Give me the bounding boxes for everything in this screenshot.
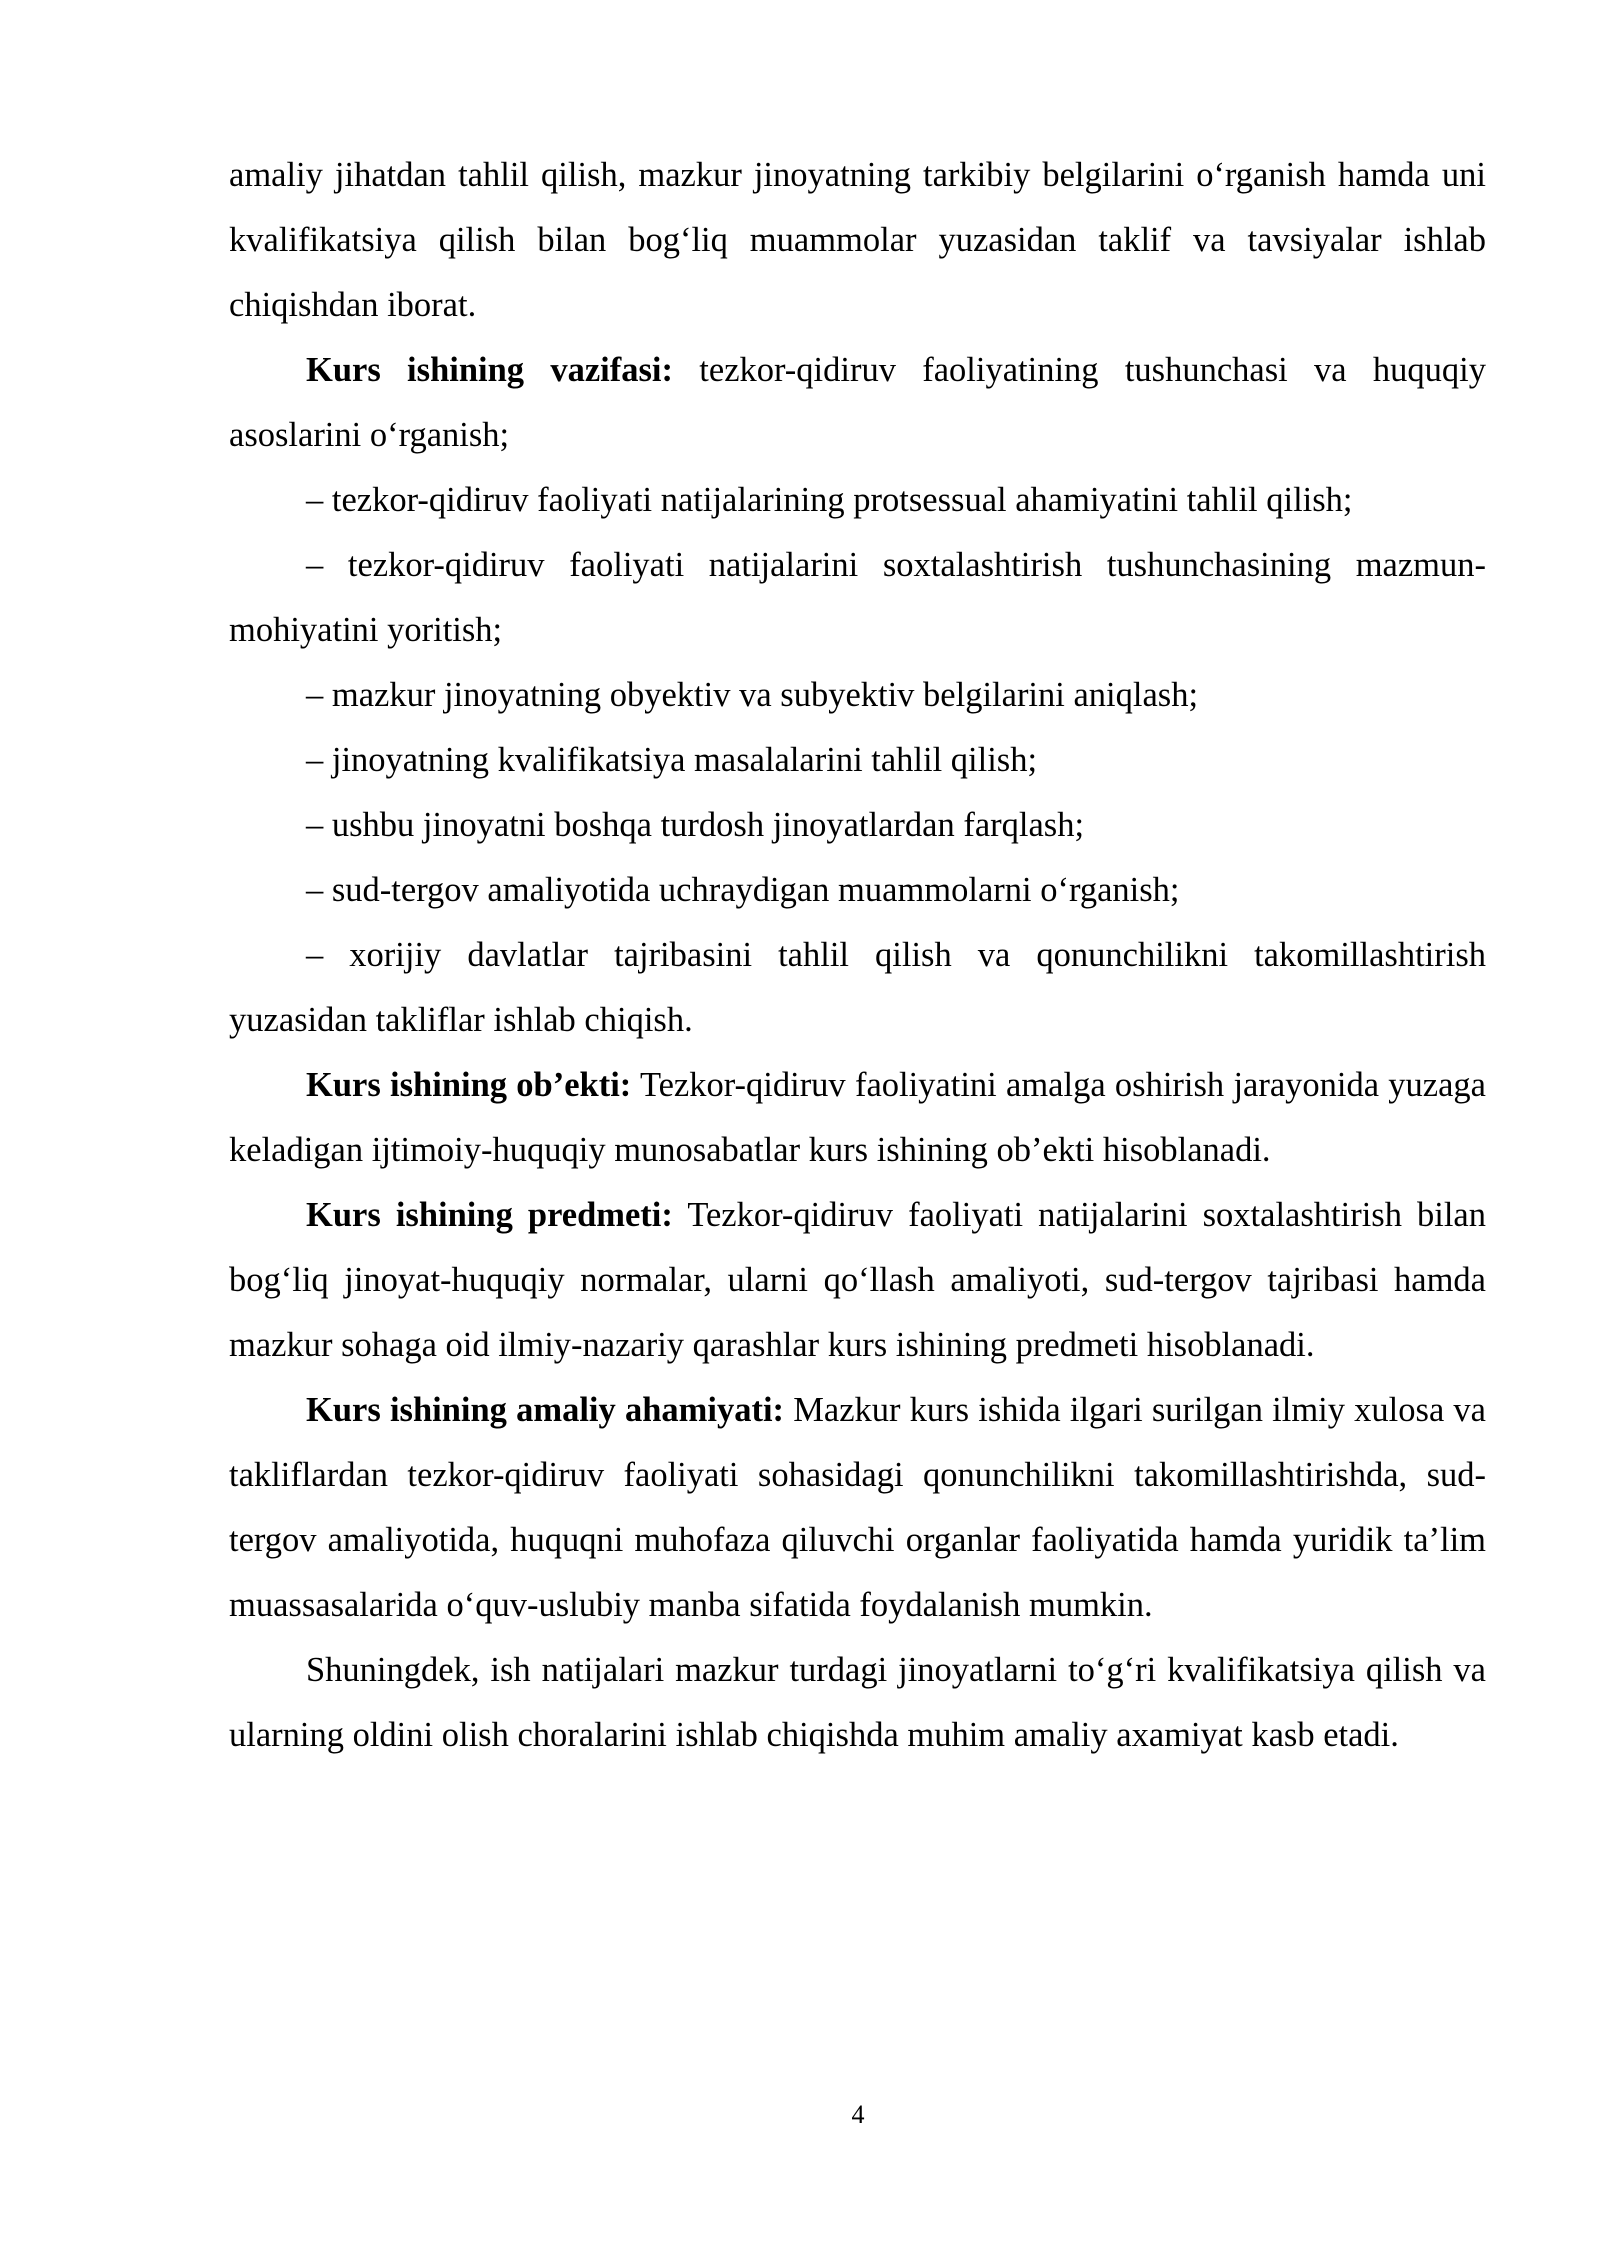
list-item-task-4: – jinoyatning kvalifikatsiya masalalarini tahlil qilish; (306, 741, 1038, 779)
list-item-task-2: – tezkor-qidiruv faoliyati natijalarini soxtalashtirish tushunchasining mazmun-mohiyatini yoritish; (229, 546, 1486, 649)
text-obekti: Tezkor-qidiruv faoliyatini amalga oshirish jarayonida yuzaga keladigan ijtimoiy-huquqiy munosabatlar kurs ishining ob’ekti hisoblanadi. (229, 1066, 1486, 1169)
list-item-task-3: – mazkur jinoyatning obyektiv va subyektiv belgilarini aniqlash; (306, 676, 1199, 714)
list-item-task-7: – xorijiy davlatlar tajribasini tahlil qilish va qonunchilikni takomillashtirish yuzasidan takliflar ishlab chiqish. (229, 936, 1486, 1039)
paragraph-shuningdek: Shuningdek, ish natijalari mazkur turdagi jinoyatlarni to‘g‘ri kvalifikatsiya qilish va ularning oldini olish choralarini ishlab chiqishda muhim amaliy axamiyat kasb etadi. (229, 1651, 1486, 1754)
label-ahamiyati: Kurs ishining amaliy ahamiyati: (306, 1391, 785, 1429)
text-predmeti: Tezkor-qidiruv faoliyati natijalarini soxtalashtirish bilan bog‘liq jinoyat-huquqiy normalar, ularni qo‘llash amaliyoti, sud-tergov tajribasi hamda mazkur sohaga oid ilmiy-nazariy qarashlar kurs ishining predmeti hisoblanadi. (229, 1196, 1486, 1364)
label-obekti: Kurs ishining ob’ekti: (306, 1066, 632, 1104)
list-item-task-6: – sud-tergov amaliyotida uchraydigan muammolarni o‘rganish; (306, 871, 1180, 909)
list-item-task-1: – tezkor-qidiruv faoliyati natijalarining protsessual ahamiyatini tahlil qilish; (306, 481, 1353, 519)
label-predmeti: Kurs ishining predmeti: (306, 1196, 673, 1234)
page-number: 4 (851, 2100, 865, 2129)
paragraph-predmeti (229, 1183, 1486, 1378)
document-body (229, 143, 1486, 1768)
text-ahamiyati: Mazkur kurs ishida ilgari surilgan ilmiy xulosa va takliflardan tezkor-qidiruv faoliyati sohasidagi qonunchilikni takomillashtirishda, sud-tergov amaliyotida, huquqni muhofaza qiluvchi organlar faoliyatida hamda yuridik ta’lim muassasalarida o‘quv-uslubiy manba sifatida foydalanish mumkin. (229, 1391, 1486, 1624)
paragraph-vazifasi (229, 338, 1486, 468)
text-vazifasi: tezkor-qidiruv faoliyatining tushunchasi va huquqiy asoslarini o‘rganish; (229, 351, 1486, 454)
paragraph-ahamiyati (229, 1378, 1486, 1638)
paragraph-intro-continuation: amaliy jihatdan tahlil qilish, mazkur jinoyatning tarkibiy belgilarini o‘rganish hamda uni kvalifikatsiya qilish bilan bog‘liq muammolar yuzasidan taklif va tavsiyalar ishlab chiqishdan iborat. (229, 156, 1486, 324)
label-vazifasi: Kurs ishining vazifasi: (306, 351, 673, 389)
list-item-task-5: – ushbu jinoyatni boshqa turdosh jinoyatlardan farqlash; (306, 806, 1085, 844)
paragraph-obekti (229, 1053, 1486, 1183)
